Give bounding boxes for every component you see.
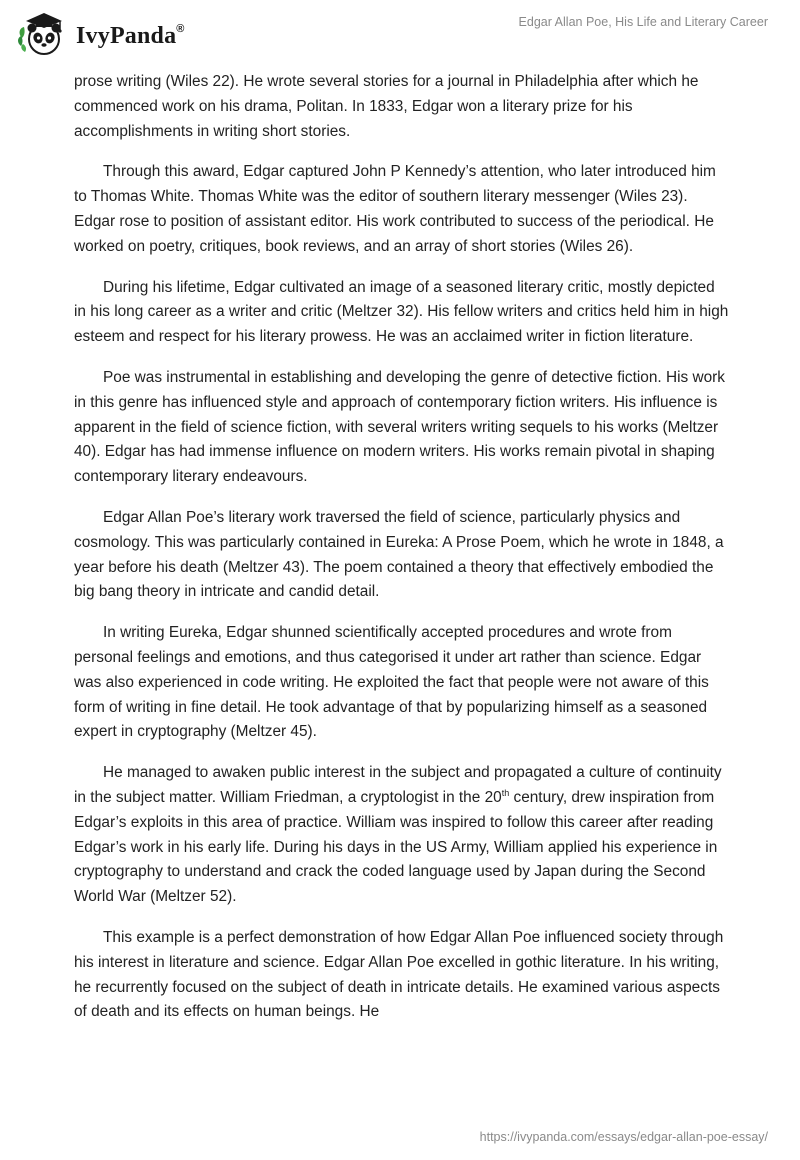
paragraph: During his lifetime, Edgar cultivated an image of a seasoned literary critic, mostly depicted in his long career as a writer and critic (Meltzer 32). His fellow writers and critics held him in high esteem and respect for his literary prowess. He was an acclaimed writer in fiction literature.: [74, 278, 729, 346]
panda-graduate-icon: [16, 8, 70, 58]
essay-body: [74, 70, 730, 1041]
ordinal-superscript: th: [501, 787, 510, 798]
paragraph: In writing Eureka, Edgar shunned scientifically accepted procedures and wrote from personal feelings and emotions, and thus categorised it under art rather than science. Edgar was also experienced in code writing. He exploited the fact that people were not aware of this form of writing in fine detail. He took advantage of that by popularizing himself as a seasoned expert in cryptography (Meltzer 45).: [74, 624, 709, 741]
paragraph-text: century, drew inspiration from Edgar’s exploits in this area of practice. William was inspired to follow this career after reading Edgar’s work in his early life. During his days in the US Army, William applied his experience in cryptography to understand and crack the coded language used by Japan during the Second World War (Meltzer 52).: [74, 788, 718, 906]
page-header: [0, 0, 800, 66]
source-url[interactable]: https://ivypanda.com/essays/edgar-allan-poe-essay/: [479, 1130, 768, 1144]
brand-name: IvyPanda®: [76, 22, 185, 49]
ivypanda-logo[interactable]: [16, 8, 185, 58]
paragraph-text: He managed to awaken public interest in the subject and propagated a culture of continuity in the subject matter. William Friedman, a cryptologist in the 20: [74, 764, 722, 806]
paragraph: Poe was instrumental in establishing and developing the genre of detective fiction. His work in this genre has influenced style and approach of contemporary fiction writers. His influence is apparent in the field of science fiction, with several writers writing sequels to his works (Meltzer 40). Edgar has had immense influence on modern writers. His works remain pivotal in shaping contemporary literary endeavours.: [74, 368, 725, 486]
paragraph: This example is a perfect demonstration of how Edgar Allan Poe influenced society through his interest in literature and science. Edgar Allan Poe excelled in gothic literature. In his writing, he recurrently focused on the subject of death in intricate details. He examined various aspects of death and its effects on human beings. He: [74, 928, 724, 1021]
paragraph: Edgar Allan Poe’s literary work traversed the field of science, particularly physics and cosmology. This was particularly contained in Eureka: A Prose Poem, which he wrote in 1848, a year before his death (Meltzer 43). The poem contained a theory that effectively embodied the big bang theory in intricate and candid detail.: [74, 508, 724, 601]
paragraph: [74, 761, 730, 910]
paragraph: Through this award, Edgar captured John P Kennedy’s attention, who later introduced him to Thomas White. Thomas White was the editor of southern literary messenger (Wiles 23). Edgar rose to position of assistant editor. His work contributed to success of the periodical. He worked on poetry, critiques, book reviews, and an array of short stories (Wiles 26).: [74, 163, 716, 255]
paragraph: prose writing (Wiles 22). He wrote several stories for a journal in Philadelphia after which he commenced work on his drama, Politan. In 1833, Edgar won a literary prize for his accomplishments in writing short stories.: [74, 73, 699, 140]
document-title: Edgar Allan Poe, His Life and Literary Career: [518, 15, 768, 29]
